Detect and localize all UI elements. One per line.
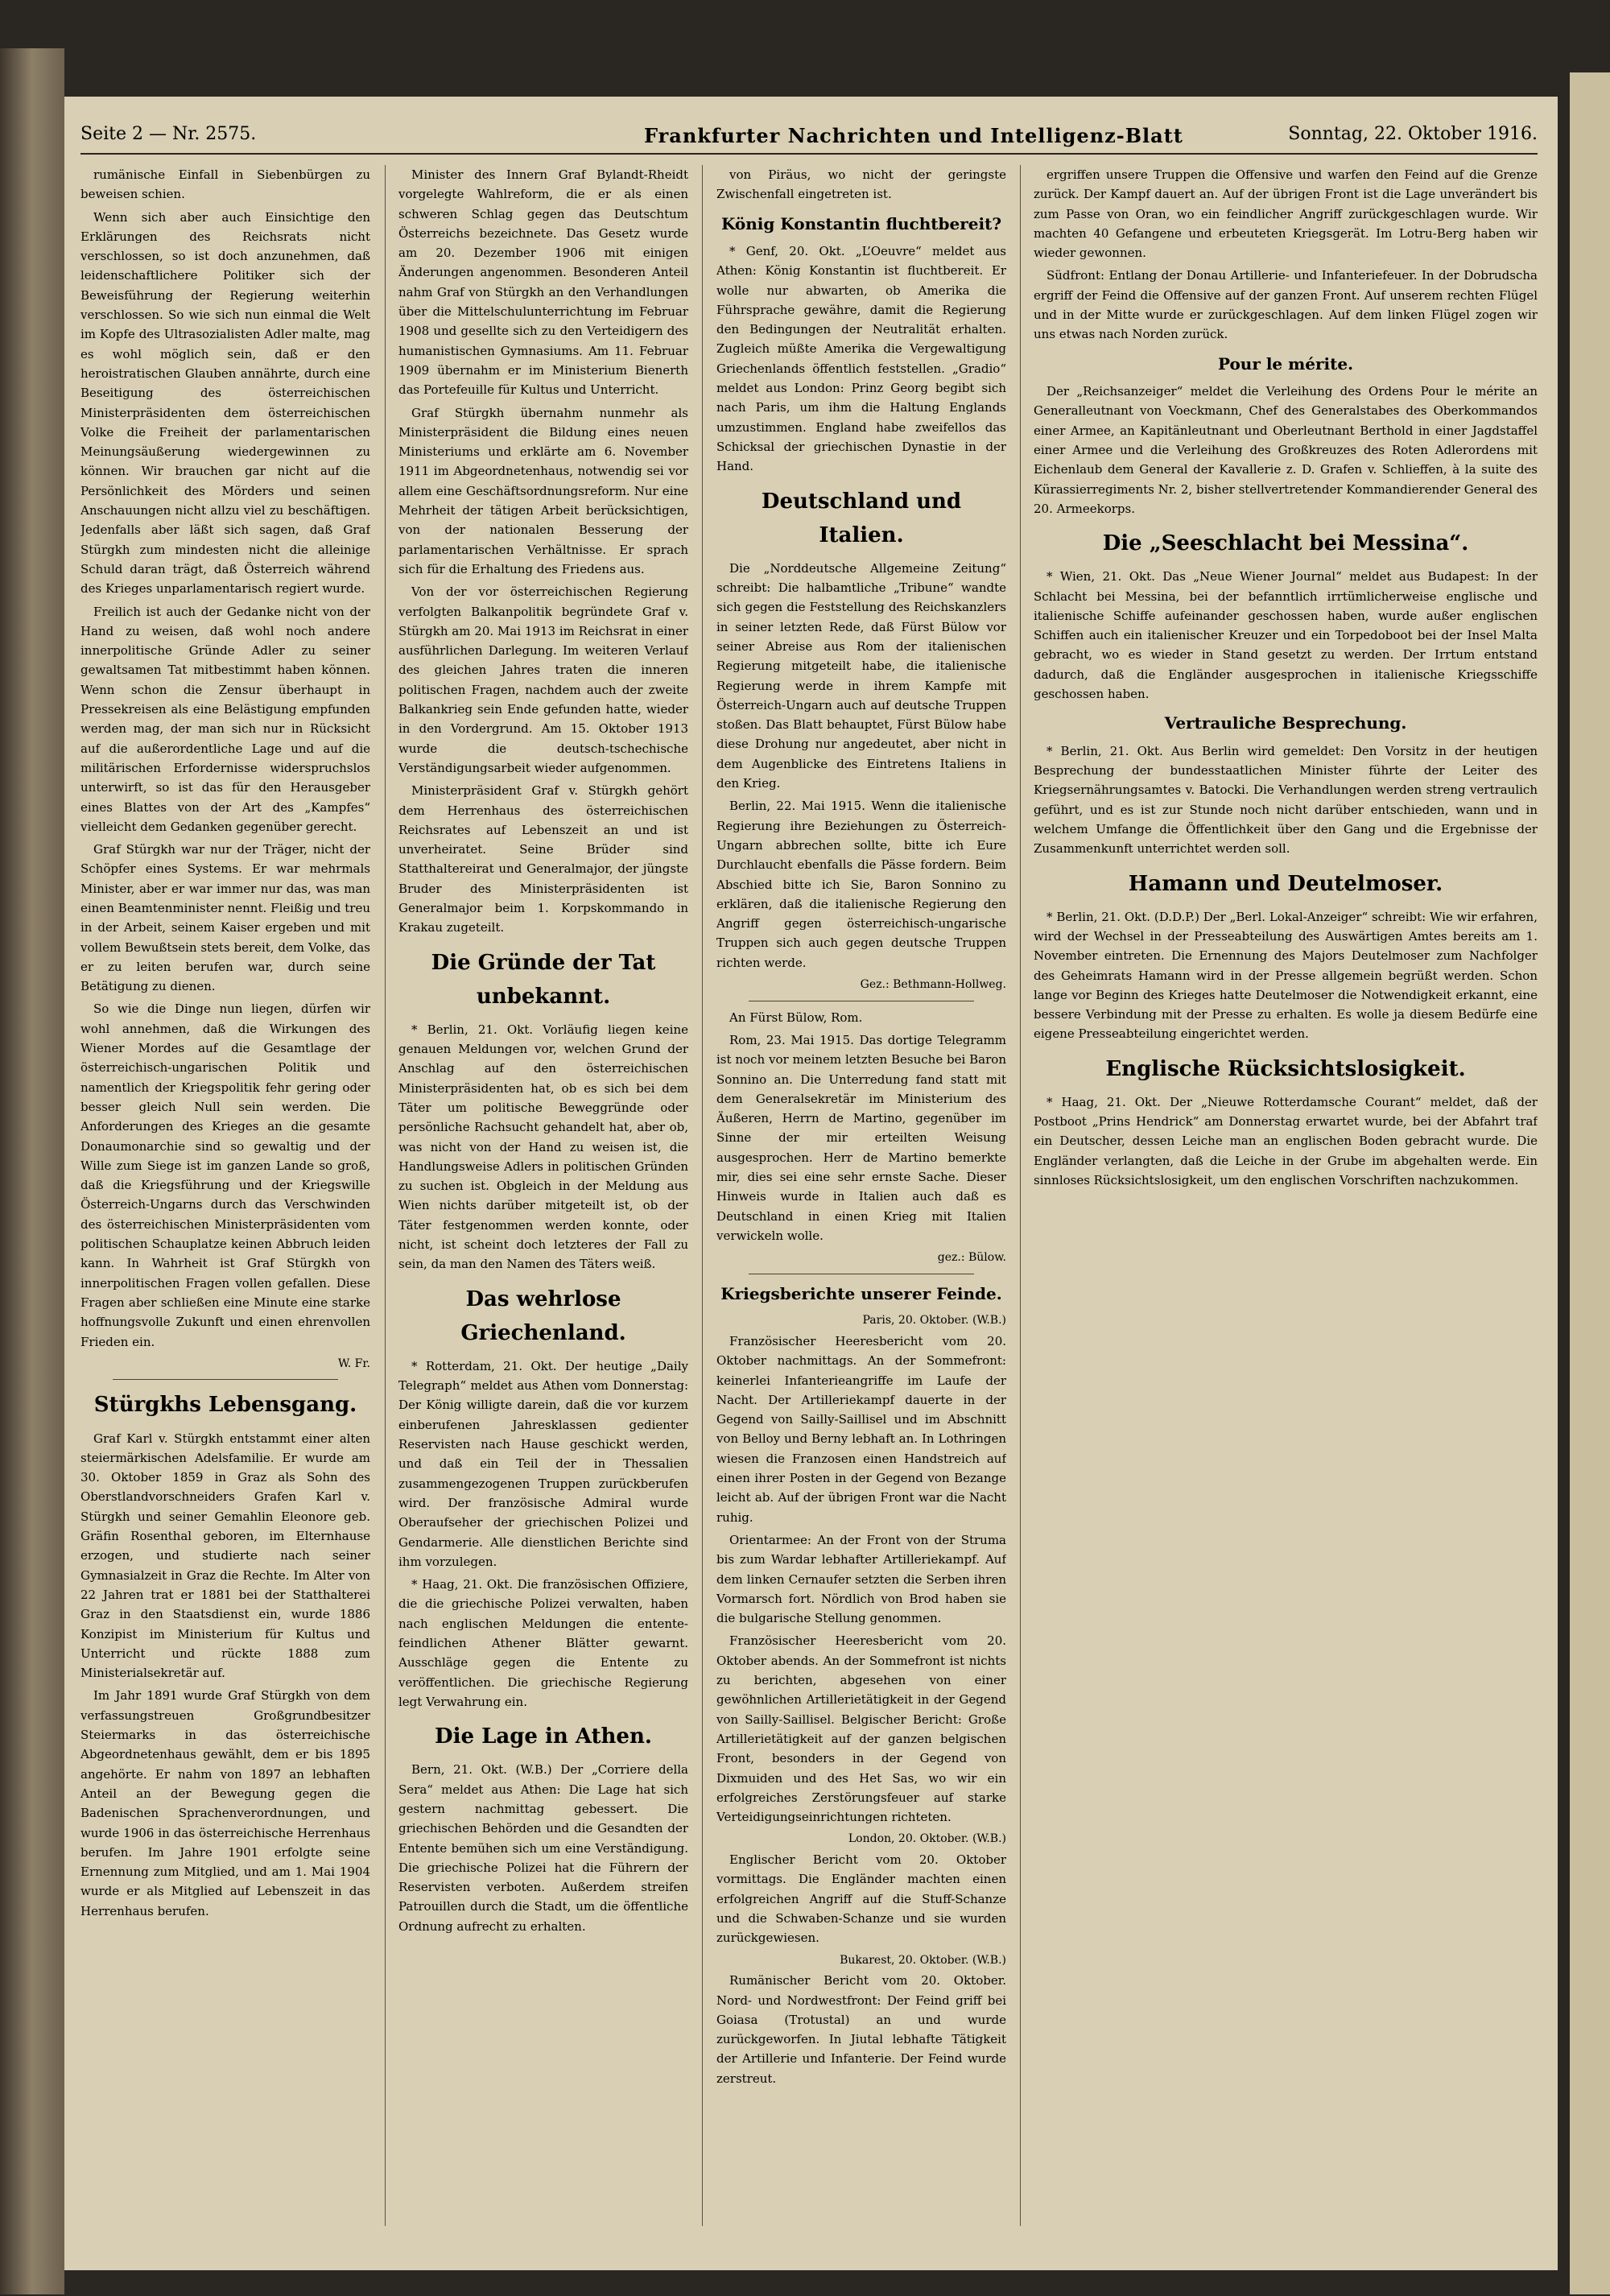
column-4 [1034,165,1538,2226]
article-paragraph: Orientarmee: An der Front von der Struma bis zum Wardar lebhafter Artilleriekampf. Auf dem linken Cernaufer setzten die Serben ihren Vormarsch fort. Nördlich von Brod haben sie die bulgarische Stellung genommen. [716,1532,1006,1626]
article-paragraph: * Berlin, 21. Okt. Vorläufig liegen keine genauen Meldungen vor, welchen Grund der Anschlag auf den österreichischen Ministerpräsidenten hat, ob es sich bei dem Täter um politische Beweggründe oder persönliche Rachsucht gehandelt hat, aber ob, was nicht von der Hand zu weisen ist, die Handlungsweise Adlers in politischen Gründen zu suchen ist. Obgleich in der Meldung aus Wien nichts darüber mitgeteilt ist, ob der Täter festgenommen werden konnte, oder nicht, ist scheint doch letzteres der Fall zu sein, da man den Namen des Täters weiß. [398,1022,688,1272]
article-paragraph: So wie die Dinge nun liegen, dürfen wir wohl annehmen, daß die Wirkungen des Wiener Mordes auf die Gesamtlage der österreichisch-ungarischen Politik und namentlich der Kriegspolitik fehr gering oder besser gleich Null sein werden. Die Anforderungen des Krieges an die gesamte Donaumonarchie sind so gewaltig und der Wille zum Siege ist im ganzen Lande so groß, daß die Kriegsführung und der Kriegswille Österreich-Ungarns durch das Verschwinden des österreichischen Ministerpräsidenten vom politischen Schauplatze keinen Abbruch leiden kann. In Wahrheit ist Graf Stürgkh von innerpolitischen Fragen vollen gefallen. Diese Fragen aber schließen eine Minute eine starke hoffnungsvolle Zukunft und einen ehrenvollen Frieden ein. [80,1001,370,1349]
article-paragraph: ergriffen unsere Truppen die Offensive und warfen den Feind auf die Grenze zurück. Der Kampf dauert an. Auf der übrigen Front ist die Lage unverändert bis zum Passe von Oran, wo ein feindlicher Angriff zurückgeschlagen wurde. Wir machten 40 Gefangene und erbeuteten Kriegsgerät. Im Lotru-Berg haben wir wieder gewonnen. [1034,167,1538,261]
article-paragraph: Berlin, 22. Mai 1915. Wenn die italienische Regierung ihre Beziehungen zu Österreich-Ungarn abbrechen sollte, bitte ich Eure Durchlaucht ebenfalls die Pässe fordern. Beim Abschied bitte ich Sie, Baron Sonnino zu erklären, daß die italienische Regierung den Angriff gegen österreichisch-ungarische Truppen sich auch gegen deutsche Truppen richten werde. [716,799,1006,970]
page-number: Seite 2 — Nr. 2575. [80,124,257,144]
article-paragraph: * Rotterdam, 21. Okt. Der heutige „Daily Telegraph“ meldet aus Athen vom Donnerstag: Der König willigte darein, daß die vor kurzem einberufenen Jahresklassen gedienter Reservisten nach Hause geschickt werden, und daß ein Teil der in Thessalien zusammengezogenen Truppen zurückberufen wird. Der französische Admiral wurde Oberaufseher der griechischen Polizei und Gendarmerie. Alle dienstlichen Berichte sind ihm vorzulegen. [398,1358,688,1569]
article-paragraph: Graf Karl v. Stürgkh entstammt einer alten steiermärkischen Adelsfamilie. Er wurde am 30. Oktober 1859 in Graz als Sohn des Oberstlandvorschneiders Grafen Karl v. Stürgkh und seiner Gemahlin Eleonore geb. Gräfin Rosenthal geboren, im Elternhause erzogen, und studierte nach seiner Gymnasialzeit in Graz die Rechte. Im Alter von 22 Jahren trat er 1881 bei der Statthalterei Graz in den Staatsdienst ein, wurde 1886 Konzipist im Ministerium für Kultus und Unterricht und rückte 1888 zum Ministerialsekretär auf. [80,1431,370,1681]
article-paragraph: Graf Stürgkh war nur der Träger, nicht der Schöpfer eines Systems. Er war mehrmals Minister, aber er war immer nur das, was man einen Beamtenminister nennt. Fleißig und treu in der Arbeit, seinem Kaiser ergeben und mit vollem Bewußtsein stets bereit, dem Volke, das er zu leiten berufen war, durch seine Betätigung zu dienen. [80,842,370,994]
article-paragraph: Freilich ist auch der Gedanke nicht von der Hand zu weisen, daß wohl noch andere innerpolitische Gründe Adler zu seiner gewaltsamen Tat mitbestimmt haben können. Wenn schon die Zensur überhaupt in Pressekreisen als eine Belästigung empfunden werden mag, der man sich nur in Rücksicht auf die außerordentliche Lage und auf die militärischen Erfordernisse widerspruchslos unterwirft, so ist das für den Herausgeber eines Blattes von der Art des „Kampfes“ vielleicht dem Gedanken gegenüber gerecht. [80,604,370,834]
article-paragraph: Von der vor österreichischen Regierung verfolgten Balkanpolitik begründete Graf v. Stürgkh am 20. Mai 1913 im Reichsrat in einer ausführlichen Darlegung. Im weiteren Verlauf des gleichen Jahres traten die inneren politischen Fragen, nachdem auch der zweite Balkankrieg sein Ende gefunden hatte, wieder in den Vordergrund. Am 15. Oktober 1913 wurde die deutsch-tschechische Verständigungsarbeit wieder aufgenommen. [398,584,688,775]
article-paragraph: Minister des Innern Graf Bylandt-Rheidt vorgelegte Wahlreform, die er als einen schweren Schlag gegen das Deutschtum Österreichs bezeichnete. Das Gesetz wurde am 20. Dezember 1906 mit einigen Änderungen angenommen. Besonderen Anteil nahm Graf von Stürgkh an den Verhandlungen über die Mittelschulunterrichtung im Februar 1908 und gesellte sich zu den Verteidigern des humanistischen Gymnasiums. Am 11. Februar 1909 übernahm er im Ministerium Bienerth das Portefeuille für Kultus und Unterricht. [398,167,688,398]
article-headline: Die Gründe der Tat unbekannt. [431,950,656,1009]
dateline: London, 20. Oktober. (W.B.) [848,1832,1006,1846]
article-subheadline: Pour le mérite. [1217,353,1354,374]
article-subheadline: König Konstantin fluchtbereit? [720,213,1002,233]
column-rule [1020,165,1021,2226]
article-paragraph: * Haag, 21. Okt. Die französischen Offiziere, die die griechische Polizei verwalten, haben nach englischen Meldungen die entente-feindlichen Athener Blätter gewarnt. Ausschläge gegen die Entente zu veröffentlichen. Die griechische Regierung legt Verwahrung ein. [398,1577,688,1709]
adjacent-page-edge [1570,72,1610,2294]
article-paragraph: * Haag, 21. Okt. Der „Nieuwe Rotterdamsche Courant“ meldet, daß der Postboot „Prins Hendrick“ am Donnerstag erwartet wurde, bei der Abfahrt traf ein Deutscher, dessen Leiche man an englischen Boden gebracht wurde. Die Engländer verlangten, daß die Leiche in der Grube im abgehalten werde. Ein sinnloses Rücksichtslosigkeit, um den englischen Vorschriften nachzukommen. [1034,1094,1538,1187]
article-paragraph: * Genf, 20. Okt. „L’Oeuvre“ meldet aus Athen: König Konstantin ist fluchtbereit. Er wolle nur abwarten, ob Amerika die Führsprache gewähre, damit die Regierung den Bedingungen der Neutralität erhalten. Zugleich müßte Amerika die Vergewaltigung Griechenlands öffentlich feststellen. „Gradio“ meldet aus London: Prinz Georg begibt sich nach Paris, um ihm die Haltung Englands umzustimmen. England habe zweifellos das Schicksal der griechischen Dynastie in der Hand. [716,243,1006,474]
article-paragraph: Wenn sich aber auch Einsichtige den Erklärungen des Reichsrats nicht verschlossen, so ist doch anzunehmen, daß leidenschaftlichere Politiker sich der Beweisführung der Regierung weiterhin verschlossen. So wie sich nun einmal die Welt im Kopfe des Ultrasozialisten Adler malte, mag es wohl möglich sein, daß er den heroistratischen Glauben annährte, durch eine Beseitigung des österreichischen Ministerpräsidenten dem österreichischen Volke die Freiheit der parlamentarischen Meinungsäußerung wiedergewinnen zu können. Wir brauchen gar nicht auf die Persönlichkeit des Mörders und seinen Anschauungen nicht allzu viel zu beschäftigen. Jedenfalls aber läßt sich sagen, daß Graf Stürgkh zum mindesten nicht die alleinige Schuld daran trägt, daß Österreich während des Krieges unparlamentarisch regiert wurde. [80,209,370,597]
article-paragraph: Rumänischer Bericht vom 20. Oktober. Nord- und Nordwestfront: Der Feind griff bei Goiasa (Trotustal) an und wurde zurückgeworfen. In Jiutal lebhafte Tätigkeit der Artillerie und Infanterie. Der Feind wurde zerstreut. [716,1973,1006,2086]
article-paragraph: * Wien, 21. Okt. Das „Neue Wiener Journal“ meldet aus Budapest: In der Schlacht bei Messina, bei der befanntlich irrtümlicherweise englische und italienische Schiffe aufeinander geschossen haben, wurde außer englischen Schiffen auch ein italienischer Kreuzer und ein Torpedoboot bei der Insel Malta gebracht, wo es wieder in Stand gesetzt zu werden. Der Irrtum entstand dadurch, daß die Engländer ausgesprochen in italienische Kriegsschiffe geschossen haben. [1034,569,1538,702]
article-paragraph: Französischer Heeresbericht vom 20. Oktober abends. An der Sommefront ist nichts zu berichten, abgesehen von einer gewöhnlichen Artillerietätigkeit in der Gegend von Sailly-Saillisel. Belgischer Bericht: Große Artillerietätigkeit auf der ganzen belgischen Front, besonders in der Gegend von Dixmuiden und des Het Sas, wo wir ein erfolgreiches Zerstörungsfeuer auf starke Verteidigungseinrichtungen richteten. [716,1633,1006,1825]
article-signature: W. Fr. [337,1357,370,1370]
column-2 [398,165,688,2226]
article-paragraph: * Berlin, 21. Okt. (D.D.P.) Der „Berl. Lokal-Anzeiger“ schreibt: Wie wir erfahren, wird der Wechsel in der Presseabteilung des Auswärtigen Amtes bereits am 1. November eintreten. Die Ernennung des Majors Deutelmoser zum Nachfolger des Geheimrats Hamann wird in der Presse allgemein begrüßt werden. Schon lange vor Beginn des Krieges hatte Deutelmoser die Notwendigkeit erkannt, eine bessere Verbindung mit der Presse zu erhalten. Es wolle ja diesem Bedürfe eine eigene Presseabteilung eingerichtet werden. [1034,909,1538,1042]
article-separator [113,1379,338,1380]
article-headline: Stürgkhs Lebensgang. [93,1393,357,1418]
article-paragraph: Im Jahr 1891 wurde Graf Stürgkh von dem verfassungstreuen Großgrundbesitzer Steiermarks in das österreichische Abgeordnetenhaus gewählt, dem er bis 1895 angehörte. Er nahm von 1897 an lebhaften Anteil an der Bewegung gegen die Badenischen Sprachenverordnungen, und wurde 1906 in das österreichische Herrenhaus berufen. Im Jahre 1901 erfolgte seine Ernennung zum Mitglied, und am 1. Mai 1904 wurde er als Mitglied auf Lebenszeit in das Herrenhaus berufen. [80,1688,370,1918]
article-paragraph: Englischer Bericht vom 20. Oktober vormittags. Die Engländer machten einen erfolgreichen Angriff auf die Stuff-Schanze und die Schwaben-Schanze und sie wurden zurückgewiesen. [716,1852,1006,1946]
article-paragraph: Der „Reichsanzeiger“ meldet die Verleihung des Ordens Pour le mérite an Generalleutnant von Voeckmann, Chef des Generalstabes des Oberkommandos einer Armee, an Kapitänleutnant und Oberleutnant Berthold in einer Jagdstaffel einer Armee und die Verleihung des Großkreuzes des Roten Adlerordens mit Eichenlaub dem General der Kavallerie z. D. Grafen v. Schlieffen, à la suite des Kürassierregiments Nr. 2, bisher stellvertretender Kommandierender General des 20. Armeekorps. [1034,384,1538,516]
article-paragraph: rumänische Einfall in Siebenbürgen zu beweisen schien. [80,167,370,202]
article-paragraph: Bern, 21. Okt. (W.B.) Der „Corriere della Sera“ meldet aus Athen: Die Lage hat sich gestern nachmittag gebessert. Die griechischen Behörden und die Gesandten der Entente bemühen sich um eine Verständigung. Die griechische Polizei hat die Führern der Reservisten verboten. Außerdem streifen Patrouillen durch die Stadt, um die öffentliche Ordnung aufrecht zu erhalten. [398,1762,688,1934]
article-headline: Die „Seeschlacht bei Messina“. [1102,531,1469,556]
column-3 [716,165,1006,2226]
article-paragraph: Rom, 23. Mai 1915. Das dortige Telegramm ist noch vor meinem letzten Besuche bei Baron Sonnino an. Die Unterredung fand statt mit dem Generalsekretär im Ministerium des Äußeren, Herrn de Martino, gegenüber im Sinne der mir erteilten Weisung ausgesprochen. Herr de Martino bemerkte mir, dies sei eine sehr ernste Sache. Dieser Hinweis wurde in Italien auch daß es Deutschland in einen Krieg mit Italien verwickeln wolle. [716,1032,1006,1243]
page-header [80,121,1538,155]
issue-date: Sonntag, 22. Oktober 1916. [1288,124,1538,144]
article-signature: gez.: Bülow. [937,1251,1006,1265]
dateline: Bukarest, 20. Oktober. (W.B.) [840,1953,1006,1967]
article-paragraph: Südfront: Entlang der Donau Artillerie- und Infanteriefeuer. In der Dobrudscha ergriff der Feind die Offensive auf der ganzen Front. Auf unserem rechten Flügel und in der Mitte wurde er zurückgeschlagen. Auf dem linken Flügel zogen wir uns etwas nach Norden zurück. [1034,268,1538,342]
column-rule [702,165,703,2226]
article-headline: Englische Rücksichtslosigkeit. [1105,1056,1466,1081]
article-paragraph: von Piräus, wo nicht der geringste Zwischenfall eingetreten ist. [716,167,1006,202]
article-paragraph: Französischer Heeresbericht vom 20. Oktober nachmittags. An der Sommefront: keinerlei Infanterieangriffe im Laufe der Nacht. Der Artilleriekampf dauerte in der Gegend von Sailly-Saillisel und im Abschnitt von Belloy und Berny lebhaft an. In Lothringen wiesen die Franzosen einen Handstreich auf einen ihrer Posten in der Gegend von Bezange leicht ab. Auf der übrigen Front war die Nacht ruhig. [716,1333,1006,1525]
article-paragraph: * Berlin, 21. Okt. Aus Berlin wird gemeldet: Den Vorsitz in der heutigen Besprechung der bundesstaatlichen Minister führte der Leiter des Kriegsernährungsamtes v. Batocki. Die Verhandlungen werden streng vertraulich geführt, und es ist zur Stunde noch nicht darüber entschieden, wann und in welchem Umfange die Öffentlichkeit über den Gang und die Ergebnisse der Zusammenkunft unterrichtet werden soll. [1034,743,1538,857]
article-paragraph: Graf Stürgkh übernahm nunmehr als Ministerpräsident die Bildung eines neuen Ministeriums und erklärte am 6. November 1911 im Abgeordnetenhaus, notwendig sei vor allem eine Geschäftsordnungsreform. Nur eine Mehrheit der tätigen Arbeit berücksichtigen, von der nationalen Besserung der parlamentarischen Verhältnisse. Er sprach sich für die Erhaltung des Friedens aus. [398,405,688,576]
article-paragraph: Ministerpräsident Graf v. Stürgkh gehört dem Herrenhaus des österreichischen Reichsrates auf Lebenszeit an und ist unverheiratet. Seine Brüder sind Statthaltereirat und Generalmajor, der jüngste Bruder des Ministerpräsidenten ist Generalmajor beim 1. Korpskommando in Krakau zugeteilt. [398,783,688,935]
article-headline: Die Lage in Athen. [435,1724,652,1749]
column-rule [385,165,386,2226]
article-paragraph: Die „Norddeutsche Allgemeine Zeitung“ schreibt: Die halbamtliche „Tribune“ wandte sich gegen die Feststellung des Reichskanzlers in seiner letzten Rede, daß Fürst Bülow vor seiner Abreise aus Rom der italienischen Regierung mitgeteilt habe, die italienische Regierung werde in ihrem Kampfe mit Österreich-Ungarn auch auf deutsche Truppen stoßen. Das Blatt behauptet, Fürst Bülow habe diese Drohung nur angedeutet, aber nicht in dem Augenblicke des Eintretens Italiens in den Krieg. [716,560,1006,791]
article-signature: Gez.: Bethmann-Hollweg. [860,978,1006,991]
article-subheadline: Kriegsberichte unserer Feinde. [720,1283,1002,1303]
article-headline: Deutschland und Italien. [761,489,962,547]
book-spine [0,48,64,2294]
article-headline: Hamann und Deutelmoser. [1128,871,1443,896]
column-1 [80,165,370,2226]
article-headline: Das wehrlose Griechenland. [460,1286,626,1345]
article-paragraph: An Fürst Bülow, Rom. [729,1010,863,1025]
masthead: Frankfurter Nachrichten und Intelligenz-Blatt [644,124,1183,147]
article-subheadline: Vertrauliche Besprechung. [1164,713,1407,733]
dateline: Paris, 20. Oktober. (W.B.) [862,1314,1006,1328]
